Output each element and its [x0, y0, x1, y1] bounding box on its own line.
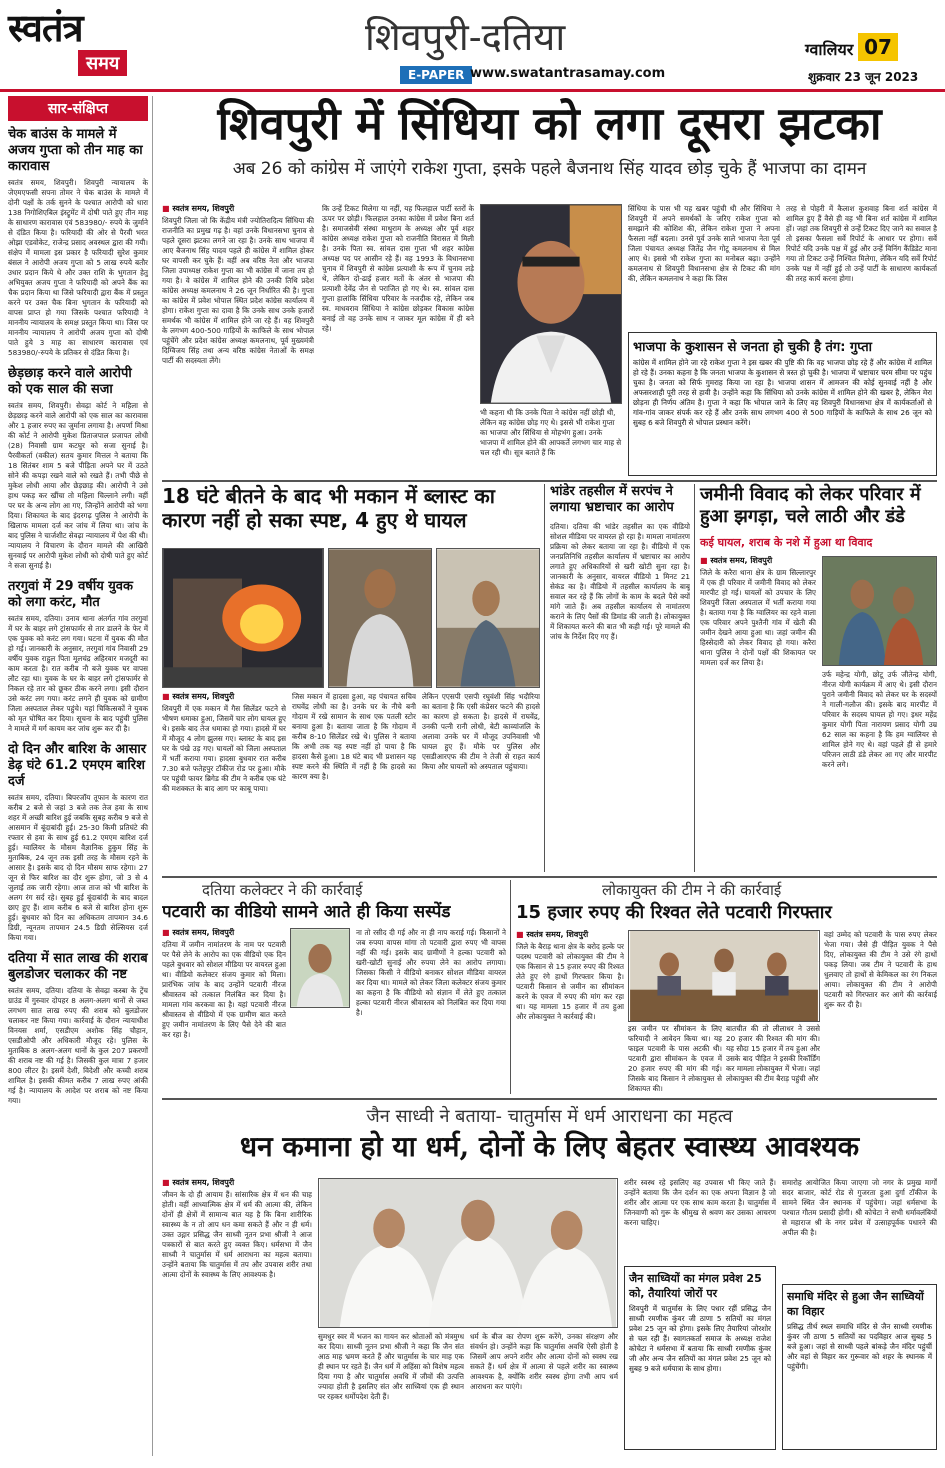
lead-column-4: तरह से पोहरी में कैलाश कुशवाह बिना शर्त कांग्रेस में शामिल हुए हैं वैसे ही वह भी बिना शर्त कांग्रेस में शामिल हों। जहां तक शिवपुरी से उन्हें टिकट दिए जाने का सवाल है तो इसका फैसला सर्वे रिपोर्ट के आधार पर होगा। सर्वे रिपोर्ट यदि उनके पक्ष में हुई और उन्हें विनिंग कैंडिडेट माना गया तो टिकट उन्हें निश्चित मिलेगा, लेकिन यदि सर्वे रिपोर्ट उनके पक्ष में नहीं हुई तो उन्हें पार्टी के साधारण कार्यकर्ता की तरह कार्य करना होगा।: [786, 204, 937, 283]
lead-column-2: कि उन्हें टिकट मिलेगा या नहीं, यह फिलहाल पार्टी स्तरों के ऊपर पर छोड़ी। फिलहाल उनका कांग्रेस में प्रवेश बिना शर्त है। समाजसेवी संस्था माथुराम के अध्यक्ष और पूर्व शहर कांग्रेस अध्यक्ष राकेश गुप्ता को राजनीति विरासत में मिली है। उनके पिता स्व. सांवल दास गुप्ता भी शहर कांग्रेस अध्यक्ष पद पर आसीन रहे हैं। वह 1993 के विधानसभा चुनाव में शिवपुरी से कांग्रेस प्रत्याशी के रूप में चुनाव लड़े थे, लेकिन दो-ढाई हजार मतों के अंतर से भाजपा की प्रत्याशी देवेंद्र जैन से पराजित हो गए थे। स्व. सांवल दास गुप्ता हालांकि सिंधिया परिवार के नजदीक रहे, लेकिन जब स्व. माधवराव सिंधिया ने कांग्रेस छोड़कर विकास कांग्रेस बनाई तो वह उनके साथ न जाकर मूल कांग्रेस में ही बने रहे।: [322, 204, 474, 333]
lead-photo: [480, 204, 622, 404]
divider: [162, 876, 937, 878]
patwari2-col1-text: जिले के बैराड़ थाना क्षेत्र के बरोद हल्के पर पदस्थ पटवारी को लोकायुक्त की टीम ने एक किसान से 15 हजार रुपए की रिश्वत लेते हुए रंगे हाथों गिरफ्तार किया है। पटवारी किसान से जमीन का सीमांकन करने के एवज में रुपए की मांग कर रहा था। यह मामला 15 हजार में तय हुआ और लोकायुक्त ने कार्रवाई की।: [516, 942, 624, 1021]
divider: [162, 1098, 937, 1100]
patwari1-column-2: ना तो रसीद दी गई और ना ही नाप कराई गई। किसानों ने जब रुपया वापस मांगा तो पटवारी द्वारा रुपए भी वापस नहीं की गई। इसके बाद ग्रामीणों ने हल्का पटवारी को खरी-खोटी सुनाई और रुपया लेने का आरोप लगाया। जिसका किसी ने वीडियो बनाकर सोशल मीडिया वायरल कर दिया था। मामले को लेकर जिला कलेक्टर संजय कुमार का कहना है कि वीडियो को संज्ञान में लेते हुए तत्काल हल्का पटवारी नीरज श्रीवास्तव को निलंबित कर दिया गया है।: [356, 928, 506, 1017]
main-content: [162, 96, 937, 1456]
page-number: 07: [858, 33, 898, 61]
edition-title: शिवपुरी-दतिया: [365, 15, 566, 59]
bhander-headline: भांडेर तहसील में सरपंच ने लगाया भ्रष्टाचार का आरोप: [550, 484, 674, 515]
land-col1-text: जिले के करैरा थाना क्षेत्र के ग्राम सिल्लारपुर में एक ही परिवार में जमीनी विवाद को लेकर मारपीट हो गई। घायलों को उपचार के लिए शिवपुरी जिला अस्पताल में भर्ती कराया गया है। बताया गया है कि ग्वालियर का रहने वाला एक परिवार अपने पुश्तैनी गांव में खेती की जमीन देखने आया हुआ था। जहां जमीन की हिस्सेदारी को लेकर विवाद हो गया। करैरा थाना पुलिस ने दोनों पक्षों की शिकायत पर मामला दर्ज कर लिया है।: [700, 568, 816, 667]
blast-photo-3: [436, 548, 540, 688]
portrait-image: [481, 205, 621, 403]
jain-headline: धन कमाना हो या धर्म, दोनों के लिए बेहतर स्वास्थ्य आवश्यक: [239, 1130, 860, 1163]
lead-quote-box: [628, 332, 937, 476]
patwari2-headline: 15 हजार रुपए की रिश्वत लेते पटवारी गिरफ्तार: [516, 902, 832, 923]
sidebar-banner: सार-संक्षिप्त: [8, 96, 148, 121]
land-headline: जमीनी विवाद को लेकर परिवार में हुआ झगड़ा, चले लाठी और डंडे: [700, 484, 921, 527]
side-story-body: स्वतंत्र समय, दतिया। दतिया के सेवढ़ा कस्बा के ट्रेंच ग्राउंड में गुरुवार दोपहर 8 अलग-अलग थानों से जब्त लगभग सात लाख रुपए की शराब को बुलडोजर चलाकर नष्ट किया गया। कार्रवाई के दौरान न्यायाधीश विनयस शर्मा, एसडीएम अशोक सिंह चौहान, एसडीओपी और अधिकारी मौजूद रहे। पुलिस के मुताबिक 8 अलग-अलग थानों के कुल 207 प्रकरणों की शराब नष्ट की गई है। जिसकी कुल मात्रा 7 हजार 800 लीटर है। इसमें देशी, विदेशी और कच्ची शराब शामिल है। इसकी कीमत करीब 7 लाख रुपए आंकी गई है। न्यायालय के आदेश पर शराब को नष्ट किया गया।: [8, 986, 148, 1105]
blast-photo-1: [162, 548, 324, 688]
side-story: [8, 579, 148, 734]
patwari2-column-1: [516, 930, 624, 1094]
side-story-body: स्वतंत्र समय, शिवपुरी। सेवढ़ा कोर्ट ने महिला से छेड़छाड़ करने वाले आरोपी को एक साल का कारावास और 1 हजार रुपए का जुर्माना लगाया है। अपर्णा मिश्रा की कोर्ट ने आरोपी मुकेश प्रिताजपाल प्रजापत लोधी (28) निवासी ग्राम कटघुर को सजा सुनाई है। पैरवीकर्ता (वकील) सतय कुमार मित्तल ने बताया कि 18 सितंबर शाम 5 बजे पीड़िता अपने घर में उठते सोने की कपड़ा रखने वाले को रखते हैं। तभी पीछे से मुकेश लोधी आया और छेड़छाड़ की। आरोपी ने उसे हाथ पकड़ कर खींचा तो महिला चिल्लाने लगी। वहीं पर घर के अन्य लोग आ गए, जिन्होंने आरोपी को भगा दिया। शिकायत के बाद इंदरगढ़ पुलिस ने आरोपी के खिलाफ मामला दर्ज कर जांच में लिया था। जांच के बाद पुलिस ने चार्जशीट सेवढ़ा न्यायालय में पेश की थी। न्यायालय ने विचारण के दौरान मामले की आखिरी सुनवाई पर आरोपी मुकेश लोधी को दोषी पाते हुए कोर्ट ने सजा सुनाई है।: [8, 401, 148, 570]
divider: [510, 880, 511, 1094]
land-column-1: [700, 556, 816, 872]
jain-box-1: [624, 1266, 776, 1450]
patwari1-photo: [290, 928, 350, 1008]
city-label: ग्वालियर: [805, 40, 854, 59]
land-column-2: उर्फ महेन्द्र योगी, छोटू उर्फ जीतेन्द्र योगी, नीरज योगी कार्यक्रम में आए थे। इसी दौरान पुराने जमीनी विवाद को लेकर घर के सदस्यों ने गाली-गलौज की। इसके बाद मारपीट में परिवार के सदस्य घायल हो गए। इधर महेंद्र कुमार योगी पिता नारायण प्रसाद योगी उम्र 62 साल का कहना है कि हम ग्वालियर से शामिल होने गए थे। वहां पहले ही से हमारे परिजन लाठी डंडे लेकर आ गए और मारपीट करने लगे।: [822, 670, 937, 769]
sadhvi-group-image: [319, 1179, 617, 1327]
side-story: [8, 366, 148, 571]
side-story-head: चेक बाउंस के मामले में अजय गुप्ता को तीन माह का कारावास: [8, 127, 143, 174]
byline: ■ स्वतंत्र समय, शिवपुरी: [162, 204, 235, 213]
side-story-head: दतिया में सात लाख की शराब बुलडोजर चलाकर की नष्ट: [8, 951, 148, 982]
byline: ■ स्वतंत्र समय, शिवपुरी: [162, 928, 235, 937]
byline: ■ स्वतंत्र समय, शिवपुरी: [162, 1178, 235, 1187]
patwari1-column-1: [162, 928, 286, 1094]
side-story-head: तरगुवां में 29 वर्षीय युवक को लगा करंट, मौत: [8, 579, 134, 610]
lokayukta-team-image: [629, 931, 819, 1021]
lead-column-3: सिंधिया के पास भी यह खबर पहुंची थी और सिंधिया ने शिवपुरी में अपने समर्थकों के जरिए राकेश गुप्ता को समझाने की कोशिश की, लेकिन राकेश गुप्ता ने अपना फैसला नहीं बदला। उनसे पूर्व उनके साले भाजपा नेता पूर्व जिला पंचायत अध्यक्ष जितेंद्र जैन गोटू कमलनाथ से मिल आए थे। इससे भी राकेश गुप्ता का मनोबल बढ़ा। उन्होंने कमलनाथ से शिवपुरी विधानसभा क्षेत्र से टिकट की मांग की, लेकिन कमलनाथ ने कहा कि जिस: [628, 204, 780, 283]
side-story: [8, 127, 148, 358]
lead-photo-caption: भी कहना थी कि उनके पिता ने कांग्रेस नहीं छोड़ी थी, लेकिन वह कांग्रेस छोड़ गए थे। इससे भी राकेश गुप्ता का भाजपा और सिंधिया से मोहभंग हुआ। उनके भाजपा में शामिल होने की आपकर्ते लगभग चार माह से चल रही थी। सूत्र बताते हैं कि: [480, 408, 622, 457]
logo: [8, 5, 158, 80]
blast-headline: 18 घंटे बीतने के बाद भी मकान में ब्लास्ट का कारण नहीं हो सका स्पष्ट, 4 हुए थे घायल: [162, 484, 495, 532]
lead-column-1: [162, 204, 314, 476]
jain-box1-body: शिवपुरी में चातुर्मास के लिए पधार रहीं प्रसिद्ध जैन साध्वी रमणीक कुंवर जी ठाणा 5 सतियों का मंगल प्रवेश 25 जून को होगा। इसके लिए तैयारियां जोरशोर से चल रही हैं। स्वागतकर्ता समाज के अध्यक्ष राजेश कोचेटा ने धर्मसभा में बताया कि साध्वी रमणीक कुंवर जी और अन्य जैन सतियों का मंगल प्रवेश 25 जून को सुबह 9 बजे धर्मयात्रा के साथ होगा।: [629, 1304, 771, 1373]
lead-box-head: भाजपा के कुशासन से जनता हो चुकी है तंग: गुप्ता: [633, 340, 873, 355]
side-story-head: छेड़छाड़ करने वाले आरोपी को एक साल की सजा: [8, 366, 132, 397]
jain-column-5: समारोह आयोजित किया जाएगा जो नगर के प्रमुख मार्गों सदर बाजार, कोर्ट रोड से गुजरता हुआ दुर्गा टॉकीज के सामने स्थित जैन स्थानक में पहुंचेगा। जहां धर्मसभा के पश्चात गौतम प्रसादी होगी। श्री कोचेटा ने सभी धर्मावलंबियों से महाराज श्री के नगर प्रवेश में उत्साहपूर्वक पधारने की अपील की है।: [782, 1178, 937, 1237]
patwari2-column-4: वहां उम्मेद को पटवारी के पास रुपए लेकर भेजा गया। जैसे ही पीड़ित युवक ने पैसे दिए, लोकायुक्त की टीम ने उसे रंगे हाथों पकड़ लिया। जब टीम ने पटवारी के हाथ धुलवाए तो हाथों से केमिकल का रंग निकल आया। लोकायुक्त की टीम ने आरोपी पटवारी को गिरफ्तार कर आगे की कार्रवाई शुरू कर दी है।: [824, 930, 937, 1009]
bhander-body: दतिया। दतिया की भांडेर तहसील का एक वीडियो सोशल मीडिया पर वायरल हो रहा है। मामला नामांतरण प्रक्रिया को लेकर बताया जा रहा है। वीडियो में एक जनप्रतिनिधि तहसील कार्यालय में भ्रष्टाचार का आरोप लगाते हुए अधिकारियों से खरी खोटी सुना रहा है। जानकारी के अनुसार, वायरल वीडियो 1 मिनट 21 सेकंड का है। वीडियो में तहसील कार्यालय के बाबू सवाल कर रहे हैं कि लोगों के काम के बदले पैसे क्यों मांगे जाते हैं। अब तहसील कार्यालय से नामांतरण कराने के लिए पैसों की डिमांड की जाती है। लोकायुक्त में शिकायत करने की बात भी कही गई। पूरे मामले की जांच के निर्देश दिए गए हैं।: [550, 522, 690, 641]
jain-kicker: जैन साध्वी ने बताया- चातुर्मास में धर्म आराधना का महत्व: [366, 1106, 733, 1127]
site-url[interactable]: www.swatantrasamay.com: [470, 66, 666, 81]
blast-photo-2: [328, 548, 432, 688]
byline: ■ स्वतंत्र समय, शिवपुरी: [162, 692, 235, 701]
blast-col1-text: शिवपुरी में एक मकान में गैस सिलेंडर फटने से भीषण धमाका हुआ, जिसमें चार लोग घायल हुए थे। इसके बाद तेज धमाका हो गया। हादसे में घर में मौजूद 4 लोग झुलस गए। ब्लास्ट के बाद इस घर के पंखे उड़ गए। घायलों को जिला अस्पताल में भर्ती कराया गया। हादसा बुधवार रात करीब 7.30 बजे फतेहपुर टॉकीज रोड पर हुआ। मौके पर पहुंची फायर ब्रिगेड की टीम ने करीब एक घंटे की मशक्कत के बाद आग पर काबू पाया।: [162, 704, 286, 793]
date-label: शुक्रवार 23 जून 2023: [808, 70, 919, 84]
jain-photo: [318, 1178, 618, 1328]
side-story-body: स्वतंत्र समय, शिवपुरी। शिवपुरी न्यायालय के जेएमएफसी सपना तोमर ने चेक बाउंस के मामले में दोनी पक्षों के तर्क सुनने के पश्चात आरोपी को धारा 138 निगोशिएबिल इंस्ट्रूमेंट में दोषी पाते हुए तीन माह के साधारण कारावास एवं 583980/- रुपये के जुर्माने से दंडित किया है। फरियादी की ओर से पैरवी भरत ओझा एडवोकेट, राजेन्द्र प्रसाद अवस्थल द्वारा की गयी। संक्षेप में मामला इस प्रकार है फरियादी सुरेश कुमार बंसल ने आरोपी अजय गुप्ता को 5 लाख रुपये बतौर उधार प्रदान किये थे और उक्त राशि के भुगतान हेतु अभियुक्त अजय गुप्ता ने फरियादी को अपने बैंक का चैक प्रदान किया था जिसे फरियादी द्वारा बैंक में प्रस्तुत करने पर उक्त चैक बिना भुगतान के फरियादी को वापस प्राप्त हो गया जिसके पश्चात फरियादी ने माननीय न्यायालय के समक्ष प्रस्तुत किया था। जिस पर माननीय न्यायालय ने आरोपी अजय गुप्ता को दोषी पाते हुये 3 माह का साधारण कारावास एवं 583980/-रुपये के प्रतिकर से दंडित किया है।: [8, 178, 148, 357]
side-story-body: स्वतंत्र समय, दतिया। उनाव थाना अंतर्गत गांव तरगुवां में घर के बाहर लगे ट्रांसफार्मर से तार डालने के फेर में एक युवक को करंट लग गया। घटना में युवक की मौत हो गई। जानकारी के अनुसार, तरगुवां गांव निवासी 29 वर्षीय युवक राहुल पिता मूलचंद्र अहिरवार मजदूरी का काम करता है। रात करीब नौ बजे युवक घर वापस लौट रहा था। युवक के घर के बाहर लगे ट्रांसफार्मर से निकल रहे तार को छूकर ठीक करने लगा। इसी दौरान उसे करंट लग गया। करंट लगने ही युवक को ग्रामीण जिला अस्पताल लेकर पहुंचे। यहां चिकित्सकों ने युवक को मृत घोषित कर दिया। सूचना के बाद पहुंची पुलिस ने मामले में मर्ग कायम कर जांच शुरू कर दी है।: [8, 614, 148, 733]
patwari2-column-3: बातचीत की तो लीलाधर ने उससे 20 हजार की रिश्वत की मांग की। यह सौदा 15 हजार में तय हुआ और उसके बाद पीड़ित ने इसकी रिकॉर्डिंग कर मामला लोकायुक्त में भेजा। जहां लोकायुक्त की टीम बैराड़ पहुंची और: [726, 1024, 820, 1083]
blast-column-3: लेकिन एएसपी एसपी रघुवंशी सिंह भदौरिया का बताना है कि एसी कंप्रेसर फटने की हादसे का कारण हो सकता है। हादसे में राघवेंद्र, उनकी पत्नी रानी लोधी, बेटी काव्यांजलि के अलावा उनके घर में मौजूद उपनिवासी भी घायल हुए हैं। मौके पर पुलिस और एसडीआरएफ की टीम ने तेजी से राहत कार्य किया और घायलों को अस्पताल पहुंचाया।: [422, 692, 540, 771]
byline: ■ स्वतंत्र समय, शिवपुरी: [700, 556, 773, 565]
patwari1-kicker: दतिया कलेक्टर ने की कार्रवाई: [202, 881, 363, 899]
jain-box2-head: समाधि मंदिर से हुआ जैन साध्वियों का विहार: [787, 1290, 924, 1318]
jain-column-1: [162, 1178, 312, 1450]
logo-bottom: समय: [78, 50, 127, 76]
jain-col1-text: जीवन के दो ही आयाम हैं। सांसारिक क्षेत्र में धन की चाह होती। वहीं आध्यात्मिक क्षेत्र में धर्म की आत्मा की, लेकिन दोनों ही क्षेत्रों में सामान्य बात यह है कि बिना शारीरिक स्वास्थ्य के न तो आप धन कमा सकते हैं और न ही धर्म। उक्त उद्गार प्रसिद्ध जैन साध्वी नूतन प्रभा श्रीजी ने आज पत्रकारों से बात करते हुए व्यक्त किए। धर्मसभा में जैन साध्वी ने चातुर्मास में धर्म आराधना का महत्व बताया। उन्होंने बताया कि चातुर्मास में तप और उपवास शरीर तथा आत्मा दोनों के स्वास्थ्य के लिए आवश्यक है।: [162, 1190, 312, 1279]
blast-column-2: जिस मकान में हादसा हुआ, वह पंचायत सचिव राघवेंद्र लोधी का है। उनके घर के नीचे बनी गोदाम में रखे सामान के साथ एक पतली स्टोर बनाया हुआ है। बताया जाता है कि गोदाम में करीब 8-10 सिलेंडर रखे थे। पुलिस ने बताया कि अभी तक यह स्पष्ट नहीं हो पाया है कि हादसा कैसे हुआ। 18 घंटे बाद भी प्रशासन यह स्पष्ट करने की स्थिति में नहीं है कि हादसे का कारण क्या है।: [292, 692, 416, 781]
jain-column-2: सुमधुर स्वर में भजन का गायन कर श्रोताओं को मंत्रमुग्ध कर दिया। साध्वी नूतन प्रभा श्रीजी ने कहा कि जैन संत आठ माह भ्रमण करते हैं और चातुर्मास के चार माह एक ही स्थान पर रहते हैं। जैन धर्म में अहिंसा को विशेष महत्व दिया गया है और चातुर्मास अवधि में जीवों की उत्पत्ति ज्यादा होती है इसलिए संत और साध्वियां एक ही स्थान पर रहकर धर्मोपदेश देती हैं।: [318, 1332, 464, 1401]
jain-box1-head: जैन साध्वियों का मंगल प्रवेश 25 को, तैयारियां जोरों पर: [629, 1272, 762, 1300]
patwari-portrait-image: [291, 929, 349, 1007]
jain-column-3: धर्म के बीज का रोपण शुरू करेंगे, उनका संरक्षण और संवर्धन हो। उन्होंने कहा कि चातुर्मास अवधि ऐसी होती है जिसमें आप अपने शरीर और आत्मा दोनों को स्वस्थ रख सकते हैं। धर्म क्षेत्र में आत्मा से पहले शरीर का स्वास्थ्य आवश्यक है, क्योंकि शरीर स्वस्थ होगा तभी आप धर्म आराधना कर पाएंगे।: [470, 1332, 618, 1391]
masthead: [0, 0, 945, 92]
patwari1-headline: पटवारी का वीडियो सामने आते ही किया सस्पेंड: [162, 902, 451, 922]
lead-box-body: कांग्रेस में शामिल होने जा रहे राकेश गुप्ता ने इस खबर की पुष्टि की कि वह भाजपा छोड़ रहे हैं और कांग्रेस में शामिल हो रहे हैं। उनका कहना है कि जनता भाजपा के कुशासन से त्रस्त हो चुकी है। भाजपा में भ्रष्टाचार चरम सीमा पर पहुंच चुका है। जनता को सिर्फ गुमराह किया जा रहा है। भाजपा शासन में आमजन की कोई सुनवाई नहीं है और अफसरशाही पूरी तरह से हावी है। उन्होंने कहा कि सिंधिया को उनके कांग्रेस में शामिल होने की खबर है, लेकिन मेरा छोड़ना ही निर्णय अंतिम है। गुप्ता ने कहा कि भोपाल जाने के लिए वह शिवपुरी विधानसभा क्षेत्र में कार्यकर्ताओं से गांव-गांव जाकर संपर्क कर रहे हैं और उनके साथ लगभग 400 से 500 गाड़ियों के काफिले के साथ 26 जून को सुबह 6 बजे शिवपुरी से भोपाल प्रस्थान करेंगे।: [633, 358, 932, 427]
jain-column-4: शरीर स्वस्थ रहे इसलिए वह उपवास भी किए जाते हैं। उन्होंने बताया कि जैन दर्शन का एक अपना विज्ञान है जो शरीर और आत्मा पर एक साथ काम करता है। चातुर्मास में जिनवाणी को गुरू के श्रीमुख से श्रवण कर उसका आचरण करना चाहिए।: [624, 1178, 776, 1227]
injured-people-image: [823, 557, 936, 665]
patwari2-photo: [628, 930, 820, 1022]
patwari2-column-2: इस जमीन पर सीमांकन के लिए फरियादी ने आवेदन किया था। यह फाइल पटवारी के पास अटकी थी। पटवारी द्वारा सीमांकन के एवज में 20 हजार रुपए की मांग की गई। जिसके बाद किसान ने लोकायुक्त से शिकायत की।: [628, 1024, 722, 1093]
kitchen-scene-image: [437, 549, 539, 687]
logo-top: स्वतंत्र: [8, 5, 83, 50]
byline: ■ स्वतंत्र समय, शिवपुरी: [516, 930, 589, 939]
jain-box2-body: प्रसिद्ध तीर्थ स्थल समाधि मंदिर से जैन साध्वी रमणीक कुंवर जी ठाणा 5 सतियों का पदविहार आज सुबह 5 बजे हुआ। जहां से साध्वी पहले बांकड़े जैन मंदिर पहुंचीं और वहां से विहार कर गुरूवार को शहर के स्थानक में पहुंचेंगी।: [787, 1322, 932, 1371]
land-subheadline: कई घायल, शराब के नशे में हुआ था विवाद: [700, 536, 873, 549]
patwari1-col1-text: दतिया में जमीन नामांतरण के नाम पर पटवारी पर पैसे लेने के आरोप का एक वीडियो एक दिन पहले बुधवार को सोशल मीडिया पर वायरल हुआ था। वीडियो कलेक्टर संजय कुमार को मिला। प्रारंभिक जांच के बाद उन्होंने पटवारी नीरज श्रीवास्तव को तत्काल निलंबित कर दिया है। मामला गांव करकवा का है। यहां पटवारी नीरज श्रीवास्तव से वीडियो में एक ग्रामीण बात करते हुए जमीन नामांतरण के लिए पैसे देने की बात कर रहा है।: [162, 940, 286, 1039]
fire-scene-image: [163, 549, 323, 687]
lead-col1-text: शिवपुरी जिला जो कि केंद्रीय मंत्री ज्योतिरादित्य सिंधिया की राजनीति का प्रमुख गढ़ है। वहां उनके विधानसभा चुनाव से पहले दूसरा झटका लगने जा रहा है। उनके साथ भाजपा में आए बैजनाथ सिंह यादव पहले ही कांग्रेस में शामिल होकर घर वापसी कर चुके हैं। वहीं अब वरिष्ठ नेता और भाजपा जिला उपाध्यक्ष राकेश गुप्ता का भी कांग्रेस में जाना तय हो गया है। वे कांग्रेस में शामिल होने की उनकी तिथि प्रदेश कांग्रेस अध्यक्ष कमलनाथ ने 26 जून निर्धारित की है। गुप्ता का कांग्रेस में प्रवेश भोपाल स्थित प्रदेश कांग्रेस कार्यालय में होगा। राकेश गुप्ता का दावा है कि उनके साथ उनके हजारों समर्थक भी कांग्रेस में शामिल होने जा रहे हैं। वह शिवपुरी के लगभग 400-500 गाड़ियों के काफिले के साथ भोपाल पहुंचेंगे और प्रदेश कांग्रेस अध्यक्ष कमलनाथ, पूर्व मुख्यमंत्री दिग्विजय सिंह तथा अन्य वरिष्ठ कांग्रेस नेताओं के समक्ष पार्टी की सदस्यता लेंगे।: [162, 216, 314, 365]
side-story: [8, 742, 148, 943]
lead-subheadline: अब 26 को कांग्रेस में जाएंगे राकेश गुप्ता, इसके पहले बैजनाथ सिंह यादव छोड़ चुके हैं भाजपा का दामन: [232, 159, 867, 179]
patwari2-kicker: लोकायुक्त की टीम ने की कार्रवाई: [602, 881, 782, 899]
divider: [694, 484, 695, 872]
person-image: [329, 549, 431, 687]
jain-box-2: [782, 1284, 937, 1450]
epaper-badge: E-PAPER: [400, 66, 472, 84]
sidebar: [8, 96, 153, 1456]
lead-headline: शिवपुरी में सिंधिया को लगा दूसरा झटका: [217, 97, 882, 150]
side-story-head: दो दिन और बारिश के आसार डेढ़ घंटे 61.2 एमएम बारिश दर्ज: [8, 742, 147, 789]
divider: [544, 484, 545, 872]
land-photo: [822, 556, 937, 666]
side-story-body: स्वतंत्र समय, दतिया। बिपरजॉय तूफान के कारण रात करीब 2 बजे से जहां 3 बजे तक तेज हवा के साथ शहर में अच्छी बारिश हुई जबकि सुबह करीब 9 बजे से आसमान में बूंदाबांदी हुई। 25-30 किमी प्रतिघंटे की रफ्तार से हवा के साथ हुई 61.2 एमएम बारिश दर्ज हुई। ग्वालियर के मौसम वैज्ञानिक हुकुम सिंह के मुताबिक, 24 जून तक इसी तरह के मौसम रहने के आसार है। इसके बाद दो दिन मौसम साफ रहेगा। 27 जून से फिर बारिश का दौर शुरू होगा, जो 3 से 4 जुलाई तक जारी रहेगा। आज ताज को भी बारिश के अलग रंग सर्द रहे। सुबह हुई बूंदाबांदी के बाद बादल छाए हुए हैं। शाम करीब 6 बजे से बारिश होना शुरू हुई। बुधवार को दिन का अधिकतम तापमान 34.6 डिग्री, न्यूनतम तापमान 24.5 डिग्री सेल्सियस दर्ज किया गया।: [8, 793, 148, 942]
blast-column-1: [162, 692, 286, 872]
divider: [162, 480, 937, 482]
side-story: [8, 951, 148, 1106]
